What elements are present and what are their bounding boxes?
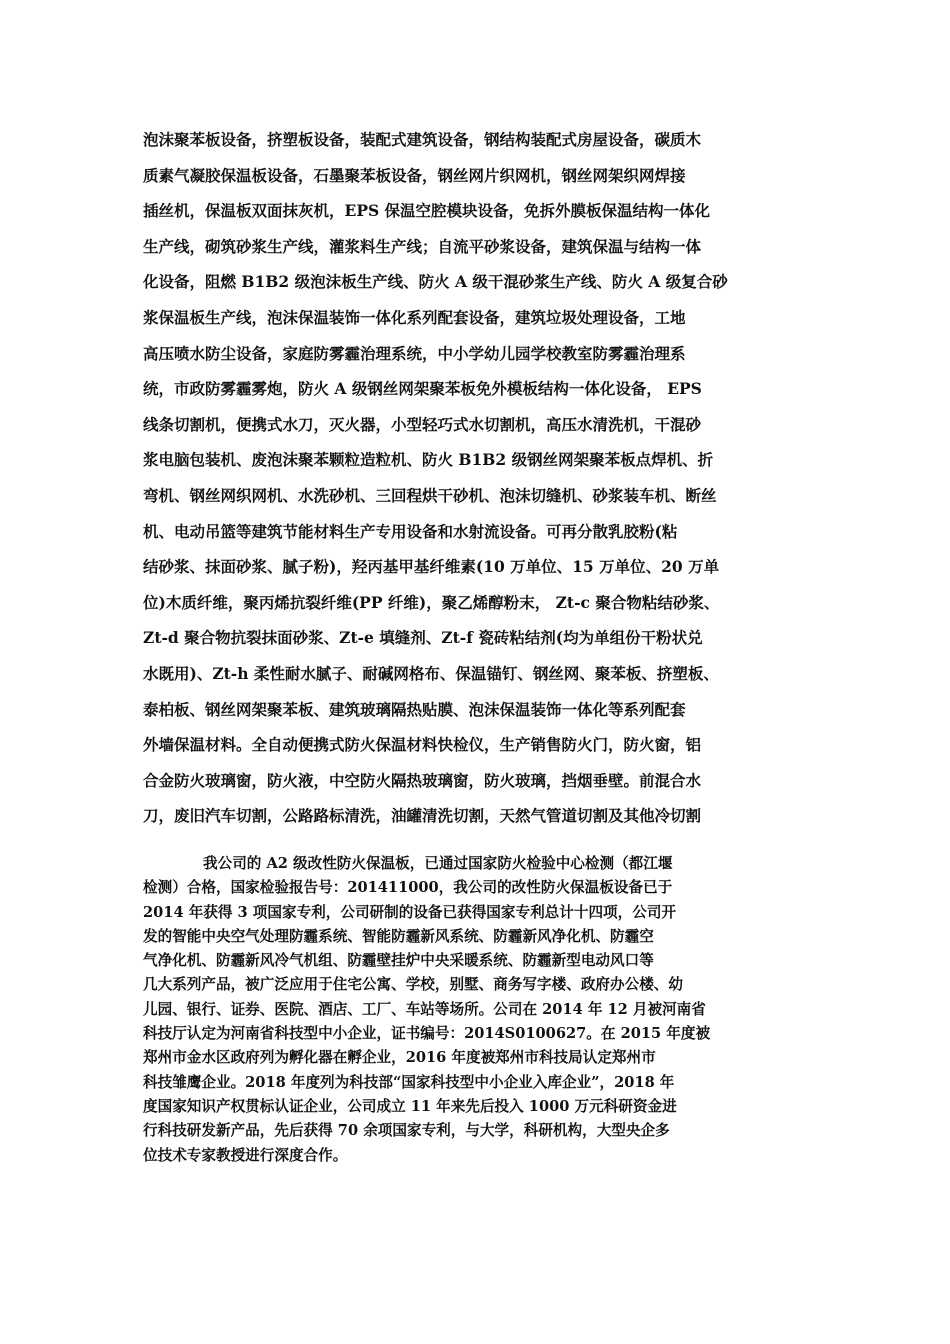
paragraph-line: 化设备，阻燃 B1B2 级泡沫板生产线、防火 A 级干混砂浆生产线、防火 A 级复合砂 bbox=[143, 272, 728, 292]
paragraph-line: 刀，废旧汽车切割，公路路标清洗，油罐清洗切割，天然气管道切割及其他冷切割 bbox=[143, 806, 702, 826]
paragraph-line: 合金防火玻璃窗，防火液，中空防火隔热玻璃窗，防火玻璃，挡烟垂壁。前混合水 bbox=[143, 770, 702, 790]
equipment-product-paragraph bbox=[143, 122, 823, 834]
paragraph-line: 统，市政防雾霾雾炮，防火 A 级钢丝网架聚苯板免外模板结构一体化设备， EPS bbox=[143, 379, 702, 399]
paragraph-line: 质素气凝胶保温板设备，石墨聚苯板设备，钢丝网片织网机，钢丝网架织网焊接 bbox=[143, 165, 686, 185]
paragraph-line: 检测）合格，国家检验报告号：201411000，我公司的改性防火保温板设备已于 bbox=[143, 879, 673, 897]
paragraph-line: 泰柏板、钢丝网架聚苯板、建筑玻璃隔热贴膜、泡沫保温装饰一体化等系列配套 bbox=[143, 699, 686, 719]
paragraph-line: 行科技研发新产品，先后获得 70 余项国家专利，与大学，科研机构，大型央企多 bbox=[143, 1122, 670, 1140]
paragraph-line: 外墙保温材料。全自动便携式防火保温材料快检仪，生产销售防火门，防火窗，铝 bbox=[143, 735, 702, 755]
paragraph-line: 我公司的 A2 级改性防火保温板，已通过国家防火检验中心检测（都江堰 bbox=[203, 855, 673, 872]
company-profile-paragraph bbox=[143, 852, 823, 1168]
paragraph-line: 度国家知识产权贯标认证企业，公司成立 11 年来先后投入 1000 万元科研资金进 bbox=[143, 1097, 677, 1115]
paragraph-line: 生产线，砌筑砂浆生产线，灌浆料生产线；自流平砂浆设备，建筑保温与结构一体 bbox=[143, 236, 702, 256]
paragraph-line: 浆保温板生产线，泡沫保温装饰一体化系列配套设备，建筑垃圾处理设备，工地 bbox=[143, 307, 686, 327]
paragraph-line: 浆电脑包装机、废泡沫聚苯颗粒造粒机、防火 B1B2 级钢丝网架聚苯板点焊机、折 bbox=[143, 450, 714, 470]
paragraph-line: 科技厅认定为河南省科技型中小企业，证书编号：2014S0100627。在 2015 年度被 bbox=[143, 1025, 711, 1043]
paragraph-line: 几大系列产品，被广泛应用于住宅公寓、学校，别墅、商务写字楼、政府办公楼、幼 bbox=[143, 976, 683, 994]
paragraph-line: 发的智能中央空气处理防霾系统、智能防霾新风系统、防霾新风净化机、防霾空 bbox=[143, 927, 654, 945]
paragraph-line: 泡沫聚苯板设备，挤塑板设备，装配式建筑设备，钢结构装配式房屋设备，碳质木 bbox=[143, 130, 702, 149]
paragraph-line: 位技术专家教授进行深度合作。 bbox=[143, 1146, 348, 1164]
paragraph-line: 儿园、银行、证券、医院、酒店、工厂、车站等场所。公司在 2014 年 12 月被河南省 bbox=[143, 1000, 706, 1018]
paragraph-line: 位)木质纤维，聚丙烯抗裂纤维(PP 纤维)，聚乙烯醇粉末， Zt-c 聚合物粘结砂浆、 bbox=[143, 592, 720, 612]
paragraph-line: 插丝机，保温板双面抹灰机，EPS 保温空腔模块设备，免拆外膜板保温结构一体化 bbox=[143, 201, 711, 221]
paragraph-line: 线条切割机，便携式水刀，灭火器，小型轻巧式水切割机，高压水清洗机，干混砂 bbox=[143, 414, 702, 434]
paragraph-line: Zt-d 聚合物抗裂抹面砂浆、Zt-e 填缝剂、Zt-f 瓷砖粘结剂(均为单组份干粉状兑 bbox=[143, 628, 703, 648]
paragraph-line: 2014 年获得 3 项国家专利，公司研制的设备已获得国家专利总计十四项，公司开 bbox=[143, 903, 677, 921]
paragraph-line: 高压喷水防尘设备，家庭防雾霾治理系统，中小学幼儿园学校教室防雾霾治理系 bbox=[143, 343, 686, 363]
paragraph-line: 机、电动吊篮等建筑节能材料生产专用设备和水射流设备。可再分散乳胶粉(粘 bbox=[143, 521, 678, 541]
paragraph-line: 气净化机、防霾新风冷气机组、防霾壁挂炉中央采暖系统、防霾新型电动风口等 bbox=[143, 952, 654, 970]
paragraph-line: 弯机、钢丝网织网机、水洗砂机、三回程烘干砂机、泡沫切缝机、砂浆装车机、断丝 bbox=[143, 485, 717, 505]
paragraph-line: 郑州市金水区政府列为孵化器在孵企业，2016 年度被郑州市科技局认定郑州市 bbox=[143, 1049, 656, 1067]
paragraph-line: 水既用)、Zt-h 柔性耐水腻子、耐碱网格布、保温锚钉、钢丝网、聚苯板、挤塑板、 bbox=[143, 663, 719, 683]
paragraph-line: 结砂浆、抹面砂浆、腻子粉)，羟丙基甲基纤维素(10 万单位、15 万单位、20 万单 bbox=[143, 557, 720, 577]
paragraph-line: 科技雏鹰企业。2018 年度列为科技部“国家科技型中小企业入库企业”，2018 年 bbox=[143, 1073, 675, 1091]
